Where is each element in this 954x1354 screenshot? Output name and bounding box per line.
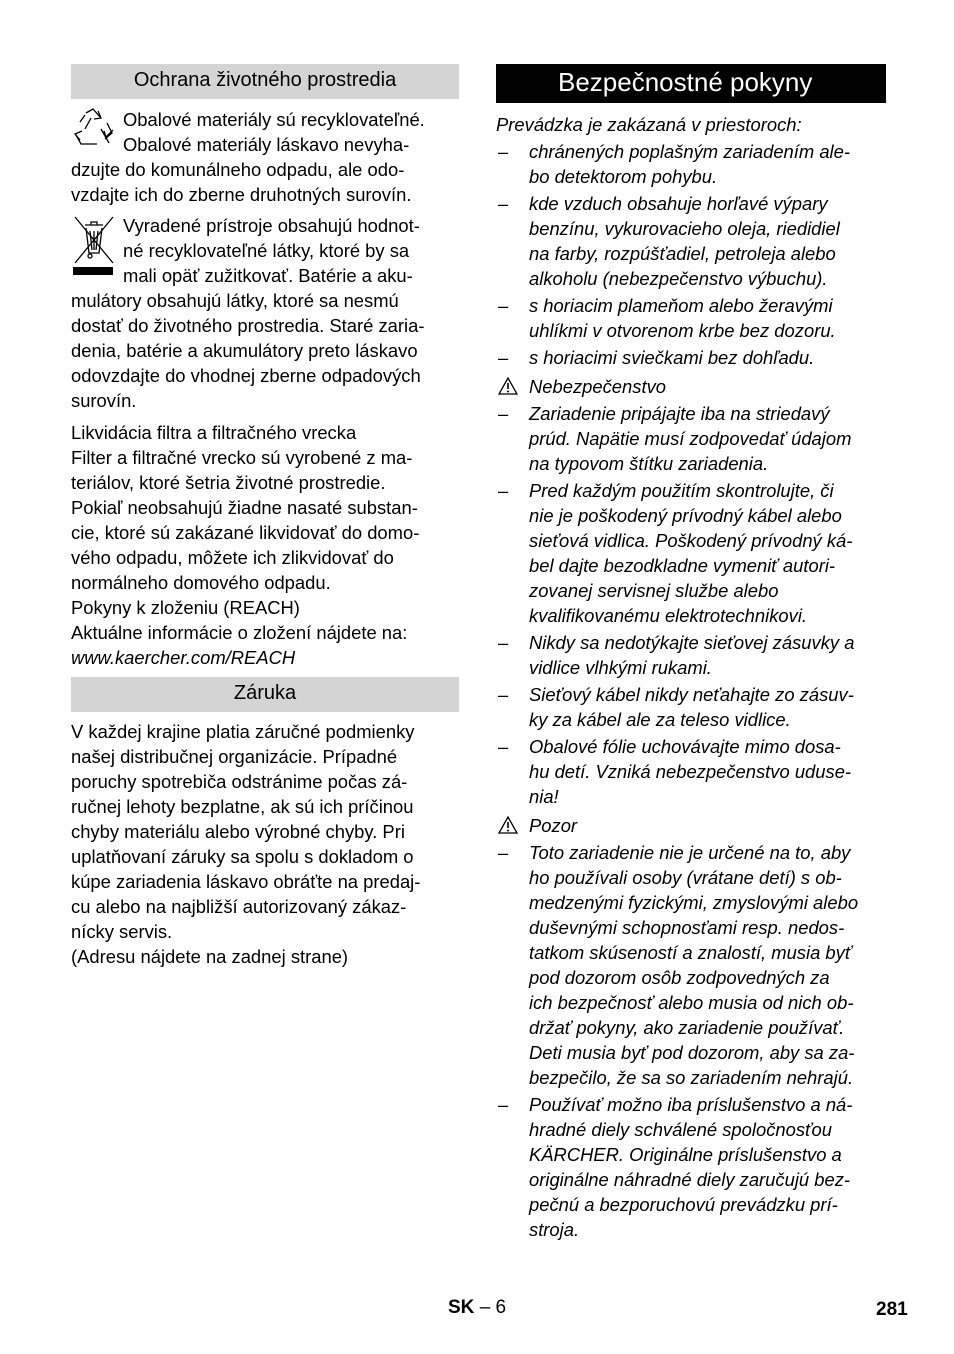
list-dash: – [498,193,509,214]
list-item: – chránených poplašným zariadením ale- bo detektorom pohybu. [498,141,850,187]
list-item: – Používať možno iba príslušenstvo a ná- hradné diely schválené spoločnosťou KÄRCHER. Originálne príslušenstvo a originálne náhradné diely zaručujú bez- pečnú a bezporuchovú prevádzku prí- stroja. [498,1094,853,1240]
list-item: – Toto zariadenie nie je určené na to, aby ho používali osoby (vrátane detí) s ob- medzenými fyzickými, zmyslovými alebo duševnými schopnosťami resp. nedos- tatkom skúseností a znalostí, musia byť pod dozorom osôb zodpovedných za ich bezpečnosť alebo musia od nich ob- držať pokyny, ako zariadenie používať. Deti musia byť pod dozorom, aby sa za- bezpečilo, že sa so zariadením nehrajú. [498,842,859,1088]
caution-list [496,840,886,1242]
list-dash: – [498,141,509,162]
disposal-block [71,213,459,413]
page-number: 281 [876,1299,908,1320]
danger-label: Nebezpečenstvo [496,374,886,399]
list-item: – Obalové fólie uchovávajte mimo dosa- hu detí. Vzniká nebezpečenstvo uduse- nia! [498,736,852,807]
list-item: – s horiacimi sviečkami bez dohľadu. [498,347,815,368]
reach-link[interactable]: www.kaercher.com/REACH [71,647,296,668]
safety-heading: Bezpečnostné pokyny [496,64,886,103]
list-item: – Nikdy sa nedotýkajte sieťovej zásuvky a vidlice vlhkými rukami. [498,632,855,678]
reach-text: Aktuálne informácie o zložení nájdete na: [71,622,408,643]
warning-triangle-icon [498,377,518,395]
warranty-heading: Záruka [71,677,459,712]
recycle-text: Obalové materiály sú recyklovateľné. Obalové materiály láskavo nevyha- dzujte do komunálneho odpadu, ale odo- vzdajte ich do zberne druhotných surovín. [71,109,425,205]
crossed-bin-icon [71,213,117,284]
forbidden-list [496,139,886,370]
footer-separator: – [479,1297,491,1318]
warning-triangle-icon [498,816,518,834]
footer-local-page: 6 [495,1297,507,1318]
list-item: – kde vzduch obsahuje horľavé výpary benzínu, vykurovacieho oleja, riedidiel na farby, rozpúšťadiel, petroleja alebo alkoholu (nebezpečenstvo výbuchu). [498,193,840,289]
list-dash: – [498,736,509,757]
filter-text: Filter a filtračné vrecko sú vyrobené z ma- teriálov, ktoré šetria životné prostredie. Pokiaľ neobsahujú žiadne nasaté substan- cie, ktoré sú zakázané likvidovať do domo- vého odpadu, môžete ich zlikvidovať do normálneho domového odpadu. [71,447,420,593]
address-note: (Adresu nájdete na zadnej strane) [71,946,349,967]
recycle-block [71,107,459,207]
list-dash: – [498,1094,509,1115]
list-item: – Zariadenie pripájajte iba na striedavý prúd. Napätie musí zodpovedať údajom na typovom štítku zariadenia. [498,403,852,474]
left-column [71,64,459,969]
forbidden-intro: Prevádzka je zakázaná v priestoroch: [496,114,802,135]
list-dash: – [498,480,509,501]
list-item: – s horiacim plameňom alebo žeravými uhlíkmi v otvorenom krbe bez dozoru. [498,295,836,341]
right-column [496,64,886,1242]
list-dash: – [498,295,509,316]
list-dash: – [498,403,509,424]
reach-title: Pokyny k zloženiu (REACH) [71,597,300,618]
disposal-text: Vyradené prístroje obsahujú hodnot- né recyklovateľné látky, ktoré by sa mali opäť zužitkovať. Batérie a aku- mulátory obsahujú látky, ktoré sa nesmú dostať do životného prostredia. Staré zaria- denia, batérie a akumulátory preto láskavo odovzdajte do vhodnej zberne odpadových surovín. [71,215,425,411]
filter-title: Likvidácia filtra a filtračného vrecka [71,422,357,443]
caution-label: Pozor [496,813,886,838]
footer-lang-code: SK [448,1297,475,1318]
list-dash: – [498,684,509,705]
recycle-icon [71,107,117,152]
list-dash: – [498,842,509,863]
list-item: – Pred každým použitím skontrolujte, či nie je poškodený prívodný kábel alebo sieťová vidlica. Poškodený prívodný ká- bel dajte bezodkladne vymeniť autori- zovanej servisnej službe alebo kvalifikovanému elektrotechnikovi. [498,480,853,626]
warranty-text: V každej krajine platia záručné podmienky našej distribučnej organizácie. Prípadné poruchy spotrebiča odstránime počas zá- ručnej lehoty bezplatne, ak sú ich príčinou chyby materiálu alebo výrobné chyby. Pri uplatňovaní záruky sa spolu s dokladom o kúpe zariadenia láskavo obráťte na predaj- cu alebo na najbližší autorizovaný zákaz- nícky servis. [71,721,421,942]
danger-list [496,401,886,809]
env-heading: Ochrana životného prostredia [71,64,459,99]
list-dash: – [498,632,509,653]
list-item: – Sieťový kábel nikdy neťahajte zo zásuv- ky za kábel ale za teleso vidlice. [498,684,854,730]
list-dash: – [498,347,509,368]
footer-section [448,1297,506,1319]
